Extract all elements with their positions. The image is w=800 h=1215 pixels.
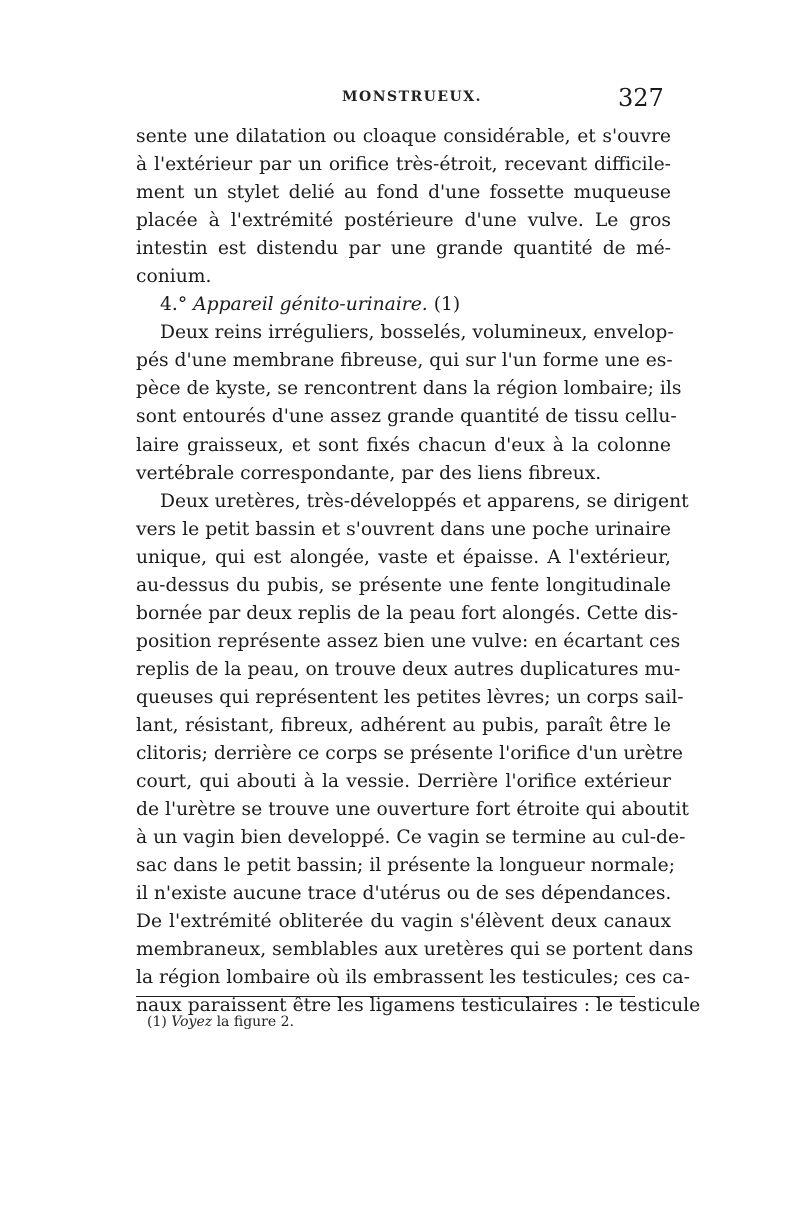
footnote-reference: (1): [433, 294, 461, 316]
text-line: position représente assez bien une vulve: en écartant ces: [136, 630, 681, 652]
text-line: clitoris; derrière ce corps se présente l'orifice d'un urètre: [136, 743, 683, 765]
text-line: pèce de kyste, se rencontrent dans la région lombaire; ils: [136, 378, 682, 400]
text-line: intestin est distendu par une grande quantité de mé-: [136, 238, 671, 260]
page-number: 327: [618, 84, 664, 112]
text-line: à l'extérieur par un orifice très-étroit, recevant difficile-: [136, 154, 671, 176]
text-line: membraneux, semblables aux uretères qui se portent dans: [136, 939, 694, 961]
text-line: Deux reins irréguliers, bosselés, volumineux, envelop-: [160, 322, 674, 344]
text-line: bornée par deux replis de la peau fort alongés. Cette dis-: [136, 602, 679, 624]
text-line: queuses qui représentent les petites lèvres; un corps sail-: [136, 686, 684, 708]
text-line: sont entourés d'une assez grande quantité de tissu cellu-: [136, 406, 677, 428]
body-text: [136, 123, 701, 1021]
text-line: De l'extrémité obliterée du vagin s'élèvent deux canaux: [136, 911, 671, 933]
text-line: au-dessus du pubis, se présente une fente longitudinale: [136, 574, 671, 596]
text-line: vertébrale correspondante, par des liens fibreux.: [136, 462, 602, 484]
text-line: de l'urètre se trouve une ouverture fort étroite qui aboutit: [136, 799, 689, 821]
text-line: lant, résistant, fibreux, adhérent au pubis, paraît être le: [136, 714, 671, 736]
section-heading: [136, 291, 671, 319]
text-line: conium.: [136, 266, 212, 288]
text-line: la région lombaire où ils embrassent les testicules; ces ca-: [136, 967, 690, 989]
section-title: Appareil génito-urinaire.: [193, 294, 428, 316]
text-line: unique, qui est alongée, vaste et épaisse. A l'extérieur,: [136, 546, 671, 568]
footnote-italic: Voyez: [171, 1014, 213, 1030]
text-line: replis de la peau, on trouve deux autres duplicatures mu-: [136, 658, 681, 680]
text-line: pés d'une membrane fibreuse, qui sur l'un forme une es-: [136, 350, 673, 372]
text-line: vers le petit bassin et s'ouvrent dans une poche urinaire: [136, 518, 671, 540]
text-line: sac dans le petit bassin; il présente la longueur normale;: [136, 855, 676, 877]
text-line: naux paraissent être les ligamens testiculaires : le testicule: [136, 995, 701, 1017]
footnote-text: la figure 2.: [216, 1014, 294, 1030]
text-line: placée à l'extrémité postérieure d'une vulve. Le gros: [136, 210, 671, 232]
text-line: ment un stylet delié au fond d'une fossette muqueuse: [136, 182, 671, 204]
section-number: 4.°: [160, 294, 188, 316]
text-line: sente une dilatation ou cloaque considérable, et s'ouvre: [136, 126, 671, 147]
text-line: à un vagin bien developpé. Ce vagin se termine au cul-de-: [136, 827, 686, 849]
text-line: court, qui abouti à la vessie. Derrière l'orifice extérieur: [136, 771, 671, 793]
footnote-marker: (1): [147, 1014, 167, 1030]
footnote-divider: [136, 996, 635, 997]
text-line: laire graisseux, et sont fixés chacun d'eux à la colonne: [136, 434, 671, 456]
running-head: MONSTRUEUX.: [342, 89, 482, 105]
footnote: [147, 1014, 294, 1030]
text-line: Deux uretères, très-développés et apparens, se dirigent: [160, 490, 689, 512]
text-line: il n'existe aucune trace d'utérus ou de ses dépendances.: [136, 883, 672, 905]
